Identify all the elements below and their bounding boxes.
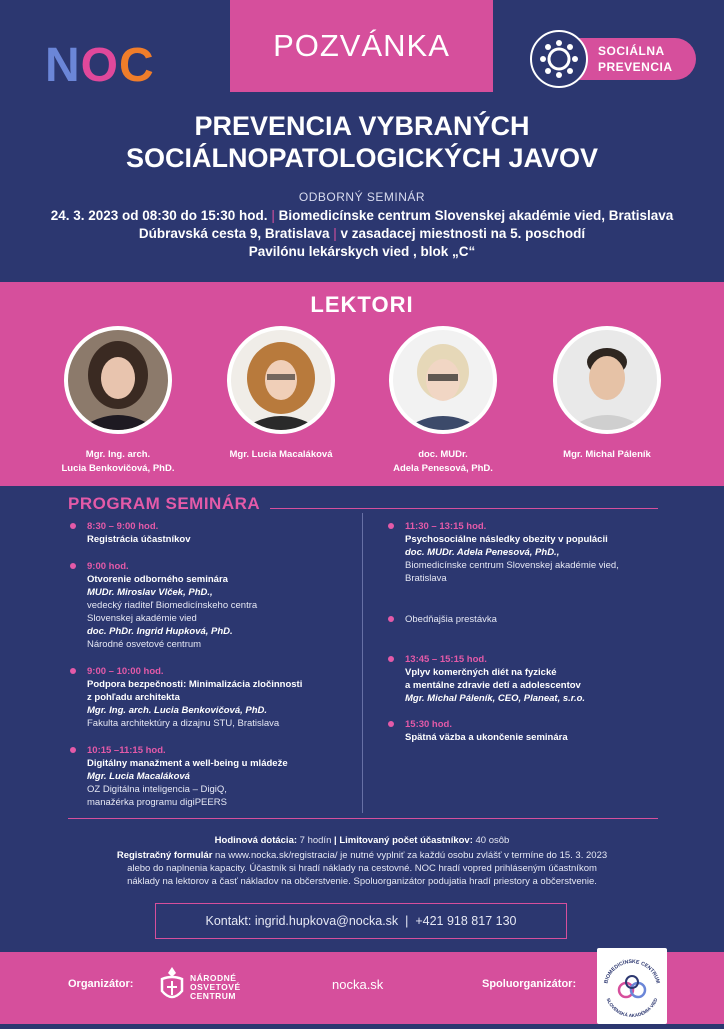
bullet-icon: [70, 668, 76, 674]
lecturer-name-benkovicova: Mgr. Ing. arch. Lucia Benkovičová, PhD.: [61, 449, 175, 474]
bullet-icon: [70, 563, 76, 569]
program-item: 9:00 hod. Otvorenie odborného seminára MUDr. Miroslav Vlček, PhD., vedecký riaditeľ Biomedicínskeho centra Slovenskej akadémie vied doc. PhDr. Ingrid Hupková, PhD. Národné osvetové centrum: [87, 560, 257, 651]
organizer-label: Organizátor:: [68, 978, 134, 990]
bullet-icon: [70, 747, 76, 753]
invitation-banner: POZVÁNKA: [230, 0, 493, 92]
lecturers-title: LEKTORI: [310, 292, 414, 317]
event-room: Pavilónu lekárskych vied , blok „C“: [248, 244, 476, 259]
svg-text:BIOMEDICÍNSKE CENTRUM: [603, 958, 660, 984]
website-link[interactable]: nocka.sk: [332, 977, 384, 992]
contact-phone[interactable]: +421 918 817 130: [415, 914, 517, 928]
lecturer-name-macalakova: Mgr. Lucia Macaláková: [229, 449, 333, 460]
bullet-icon: [388, 616, 394, 622]
coorg-logo-bottom-text: SLOVENSKÁ AKADÉMIA VIED: [605, 997, 659, 1019]
event-address: Dúbravská cesta 9, Bratislava | v zasadacej miestnosti na 5. poschodí: [138, 226, 586, 241]
program-item: 15:30 hod. Spätná väzba a ukončenie seminára: [405, 718, 568, 744]
event-date-venue: 24. 3. 2023 od 08:30 do 15:30 hod. | Biomedicínske centrum Slovenskej akadémie vied, Bratislava: [50, 208, 674, 223]
socialna-prevencia-logo: [530, 30, 700, 88]
lecturer-name-palenik: Mgr. Michal Páleník: [563, 449, 651, 460]
lecturer-photo-penesova: [389, 326, 497, 434]
info-costs-1: alebo do naplnenia kapacity. Účastník si hradí náklady na cestovné. NOC hradí vopred prihláseným účastníkom: [127, 863, 597, 874]
noc-logo: NOC: [45, 39, 155, 92]
contact-email[interactable]: ingrid.hupkova@nocka.sk: [254, 914, 399, 928]
info-hours: Hodinová dotácia: 7 hodín | Limitovaný počet účastníkov: 40 osôb: [214, 835, 510, 846]
seminar-type-label: ODBORNÝ SEMINÁR: [298, 190, 426, 204]
lecturer-photo-macalakova: [227, 326, 335, 434]
lecturer-photo-palenik: [553, 326, 661, 434]
program-item: Obedňajšia prestávka: [405, 613, 497, 626]
info-costs-2: náklady na lektorov a časť nákladov na občerstvenie. Spoluorganizátor podujatia hradí priestory a občerstvenie.: [127, 876, 597, 887]
lecturers-section: [0, 282, 724, 486]
program-item: 11:30 – 13:15 hod. Psychosociálne následky obezity v populácii doc. MUDr. Adela Penesová, PhD., Biomedicínske centrum Slovenskej akadémie vied, Bratislava: [405, 520, 619, 585]
people-circle-icon: [530, 30, 588, 88]
bullet-icon: [70, 523, 76, 529]
divider: [270, 508, 658, 509]
coorg-logo-top-text: BIOMEDICÍNSKE CENTRUM: [603, 958, 661, 985]
program-item: 13:45 – 15:15 hod. Vplyv komerčných diét na fyzické a mentálne zdravie detí a adolescentov Mgr. Michal Páleník, CEO, Planeat, s.r.o.: [405, 653, 585, 705]
program-item: 9:00 – 10:00 hod. Podpora bezpečnosti: Minimalizácia zločinnosti z pohľadu architekta Mgr. Ing. arch. Lucia Benkovičová, PhD. Fakulta architektúry a dizajnu STU, Bratislava: [87, 665, 302, 730]
divider: [68, 818, 658, 819]
event-title: PREVENCIA VYBRANÝCH SOCIÁLNOPATOLOGICKÝCH JAVOV: [125, 111, 599, 173]
column-divider: [362, 513, 363, 813]
bullet-icon: [388, 721, 394, 727]
lecturer-photo-benkovicova: [64, 326, 172, 434]
npoc-emblem-icon: [158, 965, 186, 1005]
program-item: 8:30 – 9:00 hod. Registrácia účastníkov: [87, 520, 191, 546]
program-title: PROGRAM SEMINÁRA: [68, 494, 261, 513]
biomedical-center-logo: [597, 948, 667, 1024]
coorganizer-label: Spoluorganizátor:: [482, 978, 577, 990]
info-registration: Registračný formulár na www.nocka.sk/registracia/ je nutné vyplniť za každú osobu zvlášť v termíne do 15. 3. 2023: [116, 850, 608, 861]
logo-text: SOCIÁLNA PREVENCIA: [598, 44, 673, 74]
contact-box: Kontakt: ingrid.hupkova@nocka.sk | +421 918 817 130: [155, 903, 567, 939]
program-item: 10:15 –11:15 hod. Digitálny manažment a well-being u mládeže Mgr. Lucia Macaláková OZ Digitálna inteligencia – DigiQ, manažérka programu digiPEERS: [87, 744, 288, 809]
bullet-icon: [388, 656, 394, 662]
npoc-logo-text: NÁRODNÉ OSVETOVÉ CENTRUM: [190, 973, 241, 1001]
bullet-icon: [388, 523, 394, 529]
lecturer-name-penesova: doc. MUDr. Adela Penesová, PhD.: [393, 449, 493, 474]
svg-text:SLOVENSKÁ AKADÉMIA VIED: [606, 997, 659, 1018]
